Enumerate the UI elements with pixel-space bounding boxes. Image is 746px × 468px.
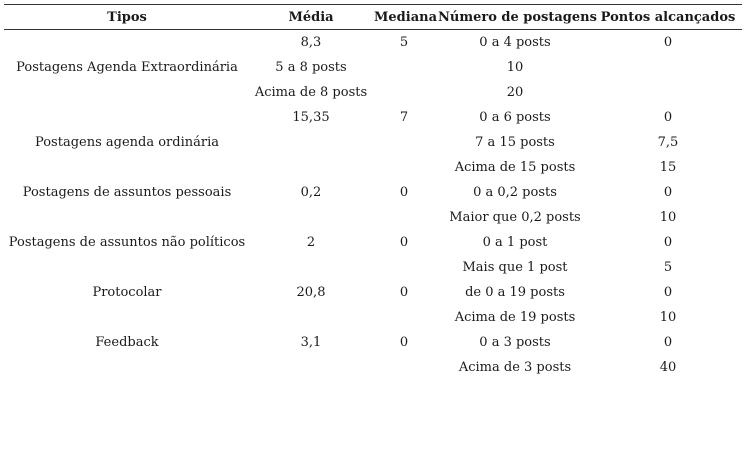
cell-pontos: 0 — [663, 185, 673, 200]
table-body — [4, 30, 742, 381]
cell-tipo — [4, 305, 250, 330]
cell-tipo: Postagens de assuntos não políticos — [8, 235, 246, 250]
header-tipos: Tipos — [107, 9, 147, 25]
cell-media: 3,1 — [300, 335, 322, 350]
cell-media: 20,8 — [296, 285, 326, 300]
cell-pontos: 0 — [663, 335, 673, 350]
cell-pontos: 0 — [663, 110, 673, 125]
cell-tipo — [4, 80, 250, 105]
header-media: Média — [288, 9, 334, 25]
cell-pontos — [594, 80, 742, 105]
cell-mediana — [372, 80, 436, 105]
cell-numero: Acima de 15 posts — [454, 160, 576, 175]
cell-tipo — [4, 155, 250, 180]
table-header — [4, 5, 742, 30]
cell-media: 15,35 — [292, 110, 330, 125]
table-row — [4, 180, 742, 205]
cell-mediana: 5 — [399, 35, 409, 50]
cell-mediana — [372, 355, 436, 380]
table-row — [4, 255, 742, 280]
cell-pontos: 15 — [659, 160, 677, 175]
cell-numero: Acima de 3 posts — [458, 360, 572, 375]
cell-mediana: 0 — [399, 235, 409, 250]
cell-tipo — [4, 105, 250, 130]
cell-pontos: 40 — [659, 360, 677, 375]
cell-numero: 0 a 1 post — [482, 235, 548, 250]
cell-tipo: Postagens agenda ordinária — [35, 135, 219, 150]
cell-pontos: 7,5 — [657, 135, 679, 150]
cell-media: 0,2 — [300, 185, 322, 200]
cell-tipo: Postagens Agenda Extraordinária — [16, 60, 238, 75]
cell-tipo — [4, 355, 250, 380]
cell-numero: Maior que 0,2 posts — [449, 210, 581, 225]
cell-numero: 20 — [506, 85, 524, 100]
cell-numero: 0 a 0,2 posts — [473, 185, 557, 200]
cell-mediana: 7 — [399, 110, 409, 125]
cell-numero: Mais que 1 post — [462, 260, 568, 275]
cell-pontos — [594, 55, 742, 80]
cell-media: Acima de 8 posts — [254, 85, 368, 100]
table-row — [4, 130, 742, 155]
table-row — [4, 330, 742, 355]
header-pontos: Pontos alcançados — [600, 9, 736, 25]
cell-tipo — [4, 255, 250, 280]
header-mediana: Mediana — [374, 9, 437, 25]
cell-media — [250, 305, 372, 330]
cell-pontos: 0 — [663, 235, 673, 250]
cell-numero: de 0 a 19 posts — [465, 285, 565, 300]
table-row — [4, 230, 742, 255]
table-row — [4, 105, 742, 130]
cell-numero: Acima de 19 posts — [454, 310, 576, 325]
cell-numero: 0 a 3 posts — [479, 335, 551, 350]
cell-tipo: Protocolar — [92, 285, 162, 300]
cell-media — [250, 205, 372, 230]
cell-mediana — [372, 305, 436, 330]
table-row — [4, 155, 742, 180]
header-numero-postagens: Número de postagens — [438, 9, 597, 25]
header-row — [4, 5, 742, 30]
cell-mediana: 0 — [399, 285, 409, 300]
table-row — [4, 55, 742, 80]
cell-mediana — [372, 130, 436, 155]
table-row — [4, 305, 742, 330]
cell-pontos: 0 — [663, 35, 673, 50]
cell-numero: 7 a 15 posts — [475, 135, 555, 150]
cell-tipo — [4, 205, 250, 230]
data-table — [4, 4, 742, 380]
cell-mediana: 0 — [399, 185, 409, 200]
cell-pontos: 5 — [663, 260, 673, 275]
cell-numero: 10 — [506, 60, 524, 75]
table-row — [4, 280, 742, 305]
cell-mediana — [372, 155, 436, 180]
cell-media — [250, 155, 372, 180]
cell-media: 2 — [306, 235, 316, 250]
cell-numero: 0 a 6 posts — [479, 110, 551, 125]
table-row — [4, 30, 742, 56]
cell-media: 8,3 — [300, 35, 322, 50]
cell-pontos: 10 — [659, 310, 677, 325]
cell-mediana — [372, 55, 436, 80]
cell-media — [250, 130, 372, 155]
cell-pontos: 0 — [663, 285, 673, 300]
cell-media — [250, 255, 372, 280]
cell-mediana — [372, 255, 436, 280]
cell-tipo: Postagens de assuntos pessoais — [22, 185, 232, 200]
cell-tipo: Feedback — [95, 335, 159, 350]
cell-media — [250, 355, 372, 380]
table-row — [4, 355, 742, 380]
cell-mediana — [372, 205, 436, 230]
table-row — [4, 205, 742, 230]
cell-mediana: 0 — [399, 335, 409, 350]
cell-pontos: 10 — [659, 210, 677, 225]
table-row — [4, 80, 742, 105]
cell-media: 5 a 8 posts — [275, 60, 347, 75]
cell-tipo — [4, 30, 250, 56]
cell-numero: 0 a 4 posts — [479, 35, 551, 50]
